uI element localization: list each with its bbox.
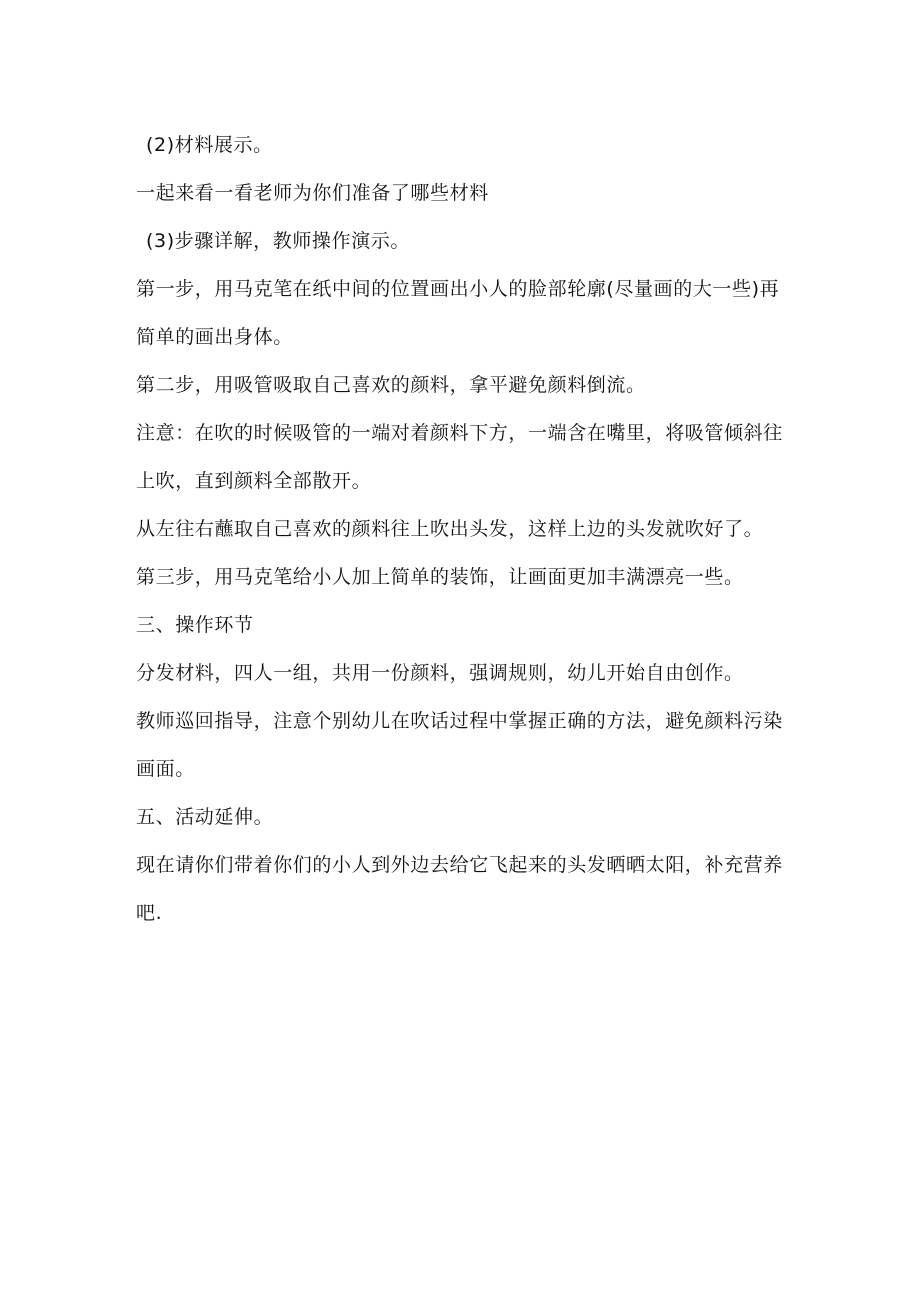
paragraph-hair-blowing: 从左往右蘸取自己喜欢的颜料往上吹出头发，这样上边的头发就吹好了。 [136, 518, 764, 540]
document-body [136, 121, 796, 937]
paragraph-materials-display: (2)材料展示。 [146, 134, 273, 156]
paragraph-note: 注意：在吹的时候吸管的一端对着颜料下方，一端含在嘴里，将吸管倾斜往上吹，直到颜料全部散开。 [136, 422, 783, 492]
paragraph-step-one: 第一步，用马克笔在纸中间的位置画出小人的脸部轮廓(尽量画的大一些)再简单的画出身体。 [136, 278, 780, 348]
paragraph-teacher-guidance: 教师巡回指导，注意个别幼儿在吹话过程中掌握正确的方法，避免颜料污染画面。 [136, 710, 783, 780]
section-heading-extension: 五、活动延伸。 [136, 806, 274, 828]
paragraph-extension-activity: 现在请你们带着你们的小人到外边去给它飞起来的头发晒晒太阳，补充营养吧. [136, 854, 783, 924]
paragraph-materials-intro: 一起来看一看老师为你们准备了哪些材料 [136, 182, 489, 204]
paragraph-step-two: 第二步，用吸管吸取自己喜欢的颜料，拿平避免颜料倒流。 [136, 374, 646, 396]
section-heading-operation: 三、操作环节 [136, 614, 254, 636]
paragraph-steps-heading: (3)步骤详解，教师操作演示。 [146, 230, 410, 252]
paragraph-step-three: 第三步，用马克笔给小人加上简单的装饰，让画面更加丰满漂亮一些。 [136, 566, 744, 588]
paragraph-distribute-materials: 分发材料，四人一组，共用一份颜料，强调规则，幼儿开始自由创作。 [136, 662, 744, 684]
